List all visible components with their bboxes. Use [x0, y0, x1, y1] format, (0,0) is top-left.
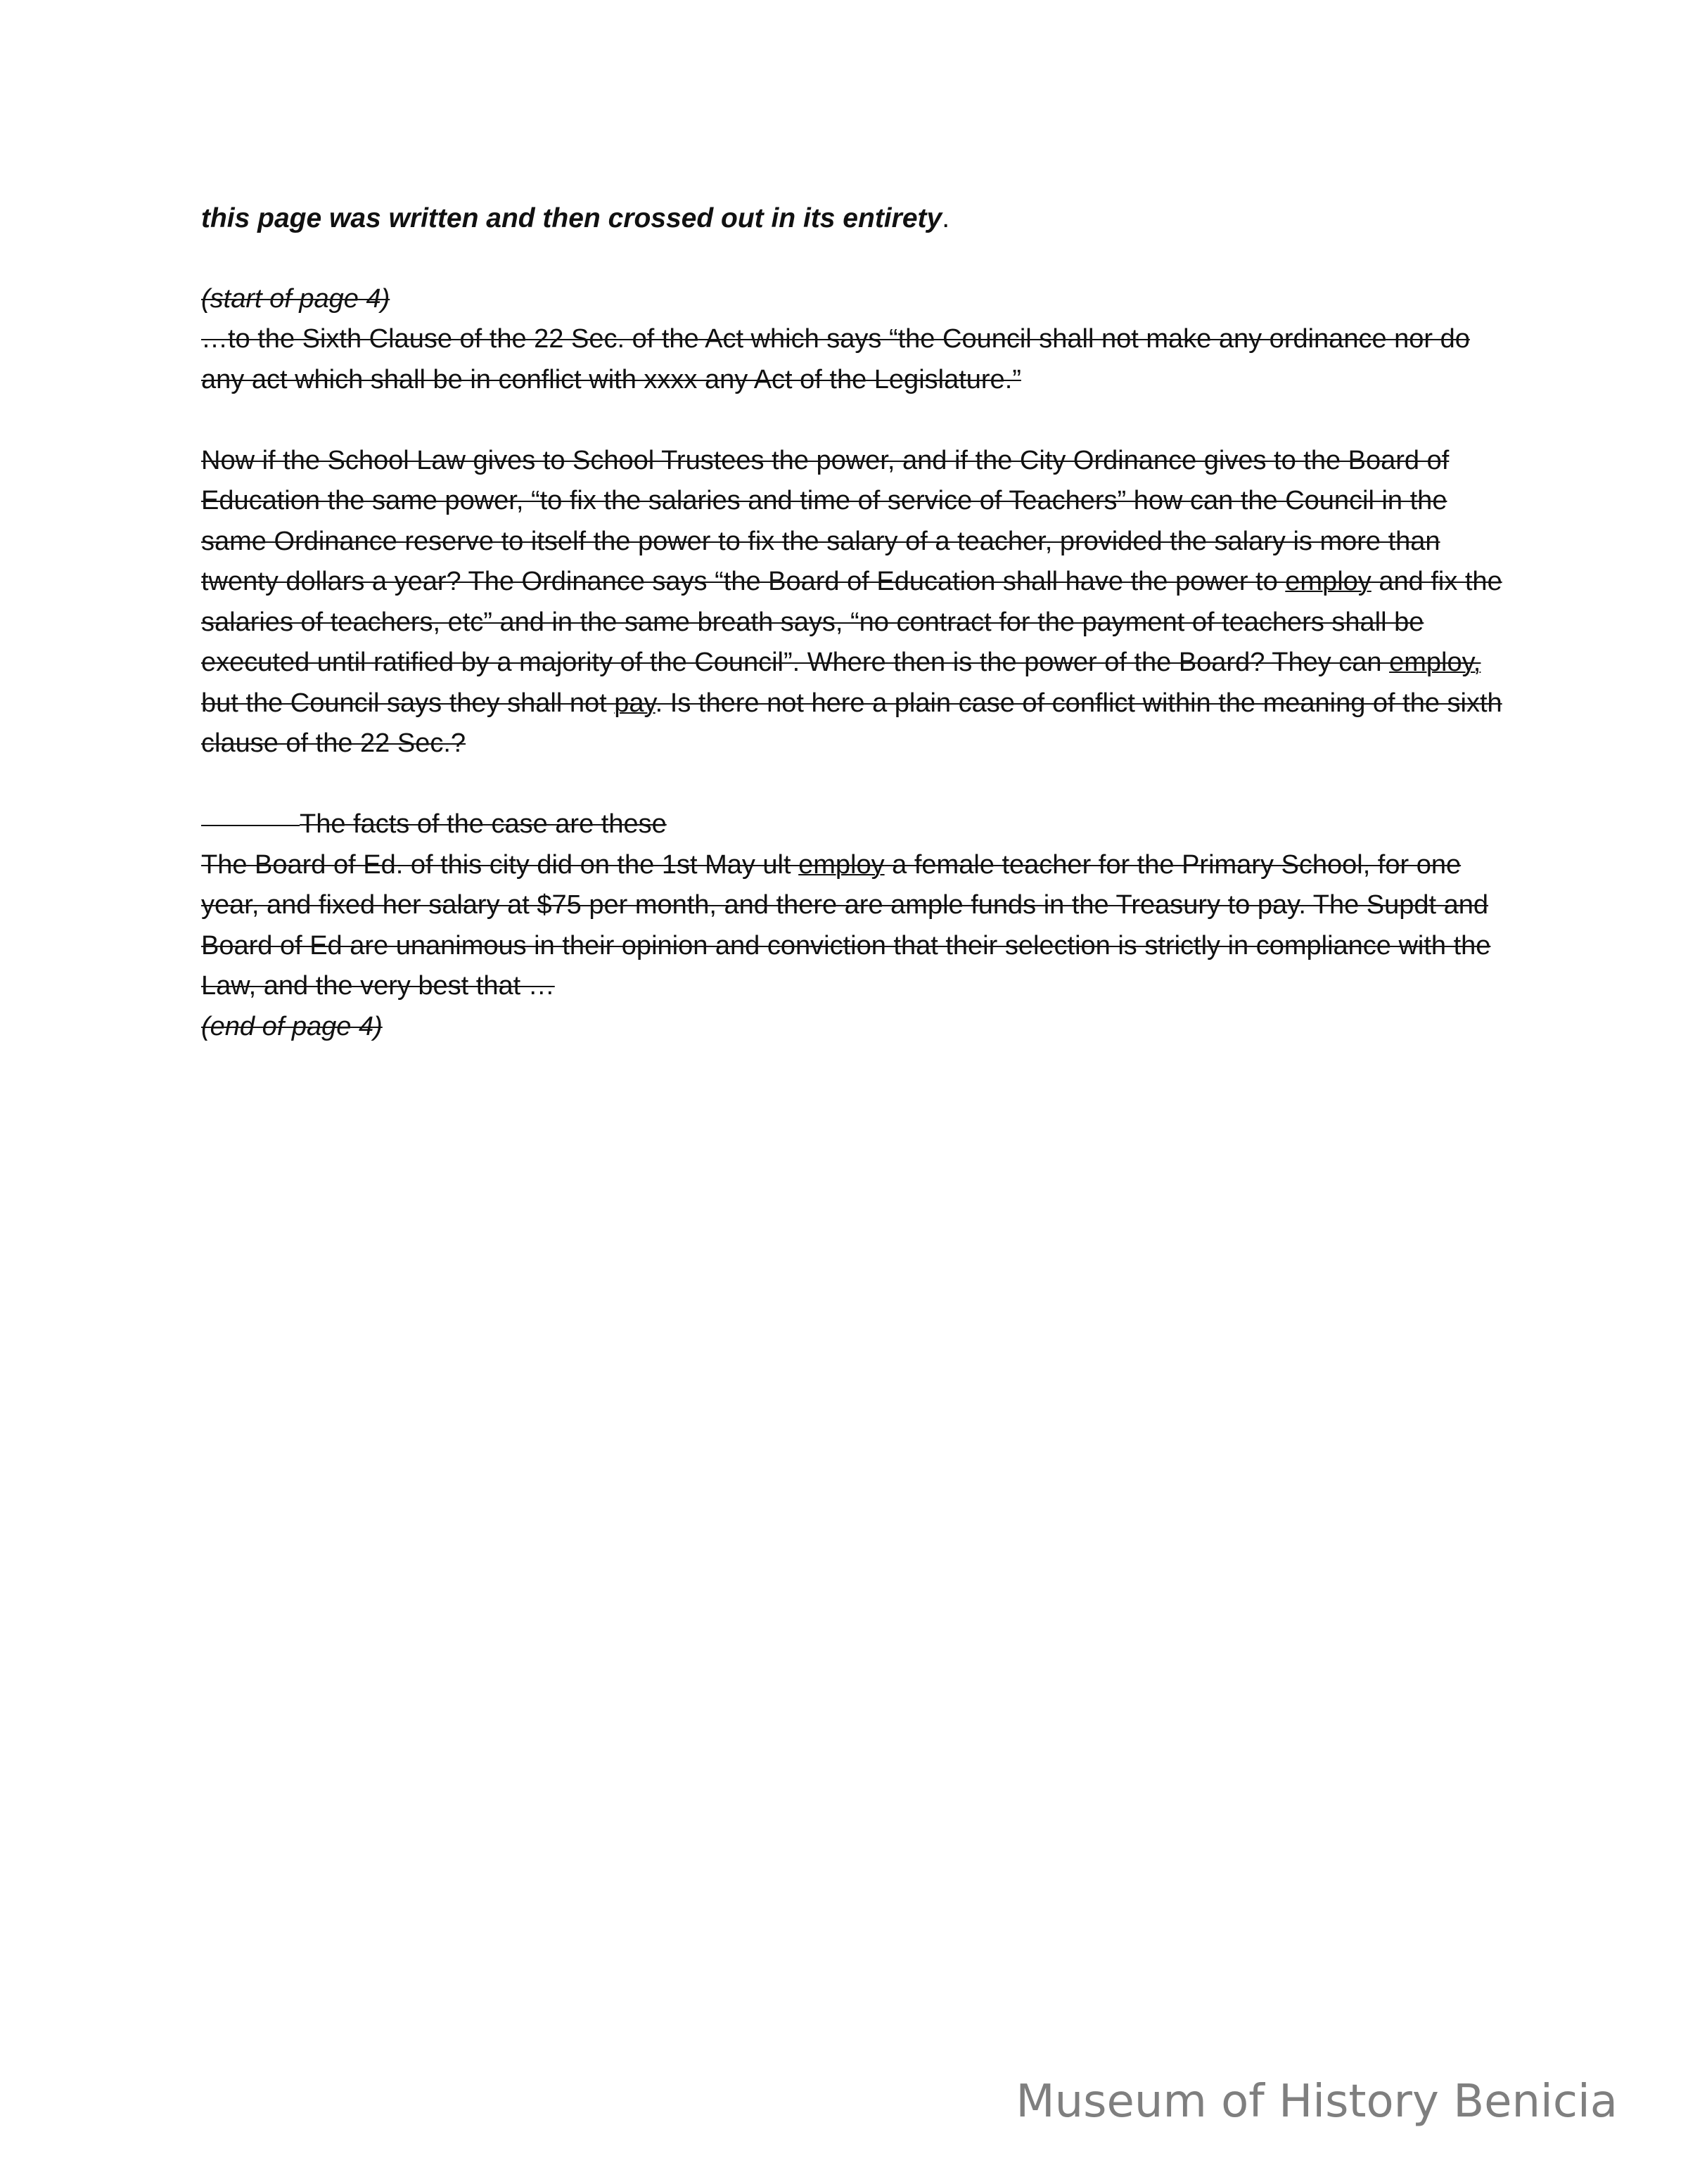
text-segment: and fix the salaries of teachers, etc” and in the same breath says, “no contract for the payment of teachers shall be executed until ratified by a majority of the Council”. Where then is the power of the Board? They can [201, 567, 1502, 677]
editor-note-period: . [942, 203, 950, 233]
underlined-word-employ-2: employ, [1389, 648, 1481, 677]
start-of-page-marker: (start of page 4) [201, 283, 390, 314]
text-segment: The Board of Ed. of this city did on the 1st May ult [201, 849, 799, 880]
end-of-page-marker: (end of page 4) [201, 1011, 383, 1041]
underlined-word-employ-3: employ [798, 849, 885, 880]
facts-title: The facts of the case are these [300, 809, 667, 839]
transcription-page [201, 198, 1509, 1047]
paragraph-facts [201, 845, 1509, 1007]
paragraph-school-law [201, 441, 1509, 764]
underlined-word-pay: pay [614, 688, 656, 718]
editor-note-heading [201, 198, 1509, 239]
text-segment: a female teacher for the Primary School, for one year, and fixed her salary at $75 per month, and there are ample funds in the Treasury to pay. The Supdt and Board of Ed are unanimous in their opinion and conviction that their selection is strictly in compliance with the Law, and the very best that … [201, 849, 1491, 1001]
indent-strike-line [201, 825, 300, 826]
paragraph-sixth-clause: …to the Sixth Clause of the 22 Sec. of the Act which says “the Council shall not make any ordinance nor do any act which shall be in conflict with xxxx any Act of the Legislature.” [201, 324, 1470, 394]
paragraph-gap [201, 764, 1509, 805]
text-segment: but the Council says they shall not [201, 688, 615, 718]
editor-note-text: this page was written and then crossed out in its entirety [201, 203, 942, 233]
text-segment: . Is there not here a plain case of conflict within the meaning of the sixth clause of the 22 Sec.? [201, 688, 1502, 758]
paragraph-gap [201, 400, 1509, 441]
museum-watermark: Museum of History Benicia [1016, 2076, 1618, 2128]
text-segment: Now if the School Law gives to School Trustees the power, and if the City Ordinance gives to the Board of Education the same power, “to fix the salaries and time of service of Teachers” how can the Council in the same Ordinance reserve to itself the power to fix the salary of a teacher, provided the salary is more than twenty dollars a year? The Ordinance says “the Board of Education shall have the power to [201, 445, 1450, 596]
underlined-word-employ: employ [1285, 567, 1372, 596]
facts-title-line [201, 804, 1509, 845]
